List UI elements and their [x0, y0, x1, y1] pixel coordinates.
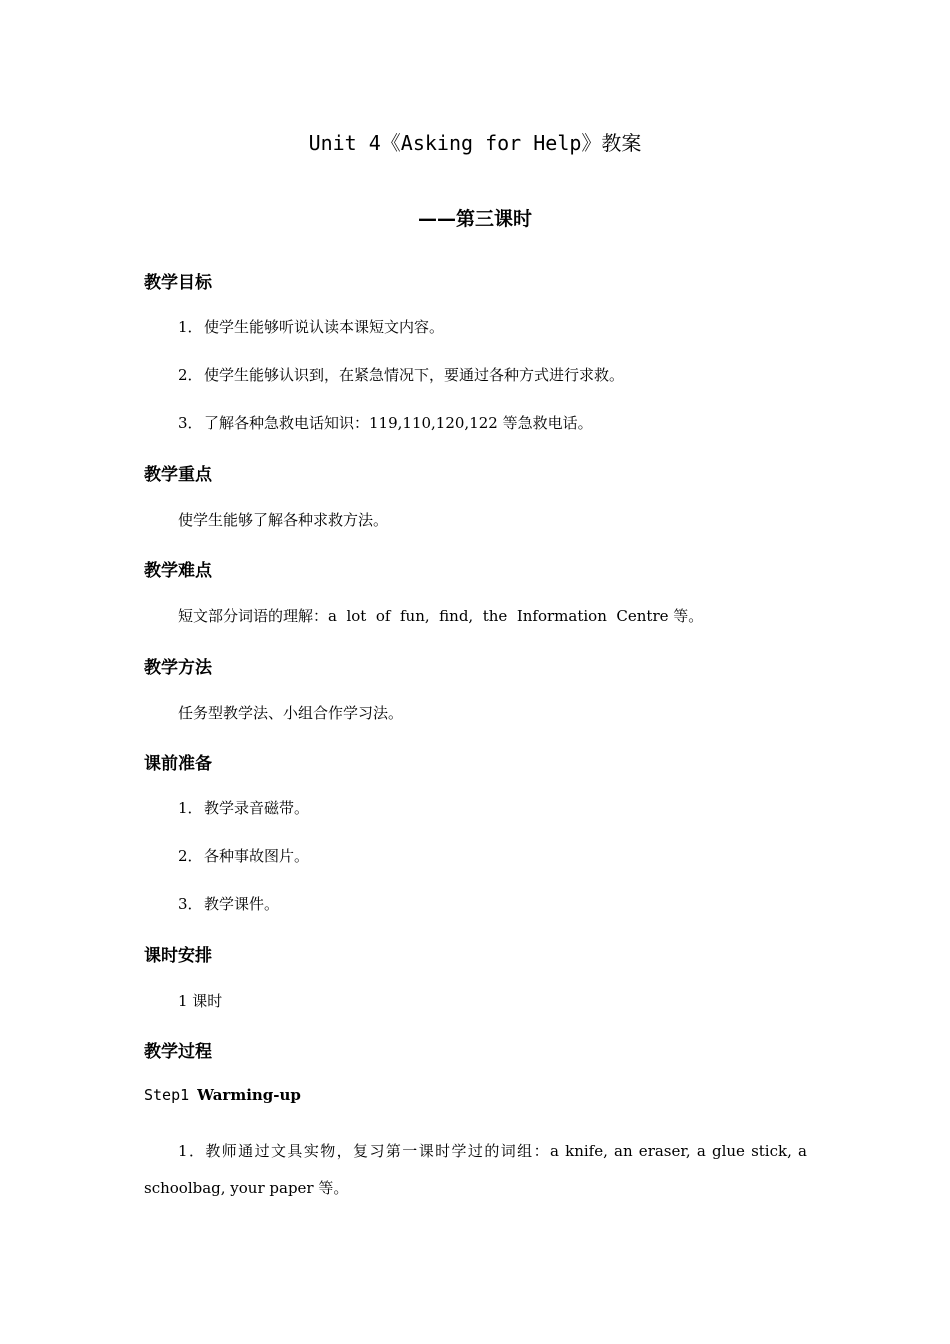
- heading-difficulties: 教学难点: [144, 561, 212, 581]
- step-heading: Step1 Warming-up: [144, 1086, 301, 1104]
- goal-item: 2．使学生能够认识到，在紧急情况下，要通过各种方式进行求救。: [178, 366, 625, 384]
- heading-preparation: 课前准备: [144, 754, 212, 774]
- methods-text: 任务型教学法、小组合作学习法。: [178, 704, 404, 722]
- heading-methods: 教学方法: [144, 658, 212, 678]
- document-title: Unit 4《Asking for Help》教案: [308, 131, 642, 155]
- goal-item: 1．使学生能够听说认读本课短文内容。: [178, 318, 445, 336]
- step-paragraph: 1．教师通过文具实物，复习第一课时学过的词组：a knife, an eraser, a glue stick, a schoolbag, your paper 等。: [144, 1142, 807, 1197]
- heading-schedule: 课时安排: [144, 946, 212, 966]
- goal-item: 3．了解各种急救电话知识：119,110,120,122 等急救电话。: [178, 414, 593, 432]
- preparation-item: 1．教学录音磁带。: [178, 799, 310, 817]
- difficulties-text: 短文部分词语的理解：a lot of fun, find, the Information Centre 等。: [178, 607, 704, 625]
- document-subtitle: ——第三课时: [417, 208, 532, 230]
- preparation-item: 2．各种事故图片。: [178, 847, 310, 865]
- preparation-item: 3．教学课件。: [178, 895, 280, 913]
- heading-goals: 教学目标: [144, 273, 212, 293]
- schedule-text: 1 课时: [178, 992, 223, 1010]
- heading-process: 教学过程: [144, 1042, 212, 1062]
- heading-key-points: 教学重点: [144, 465, 212, 485]
- key-points-text: 使学生能够了解各种求救方法。: [178, 511, 389, 529]
